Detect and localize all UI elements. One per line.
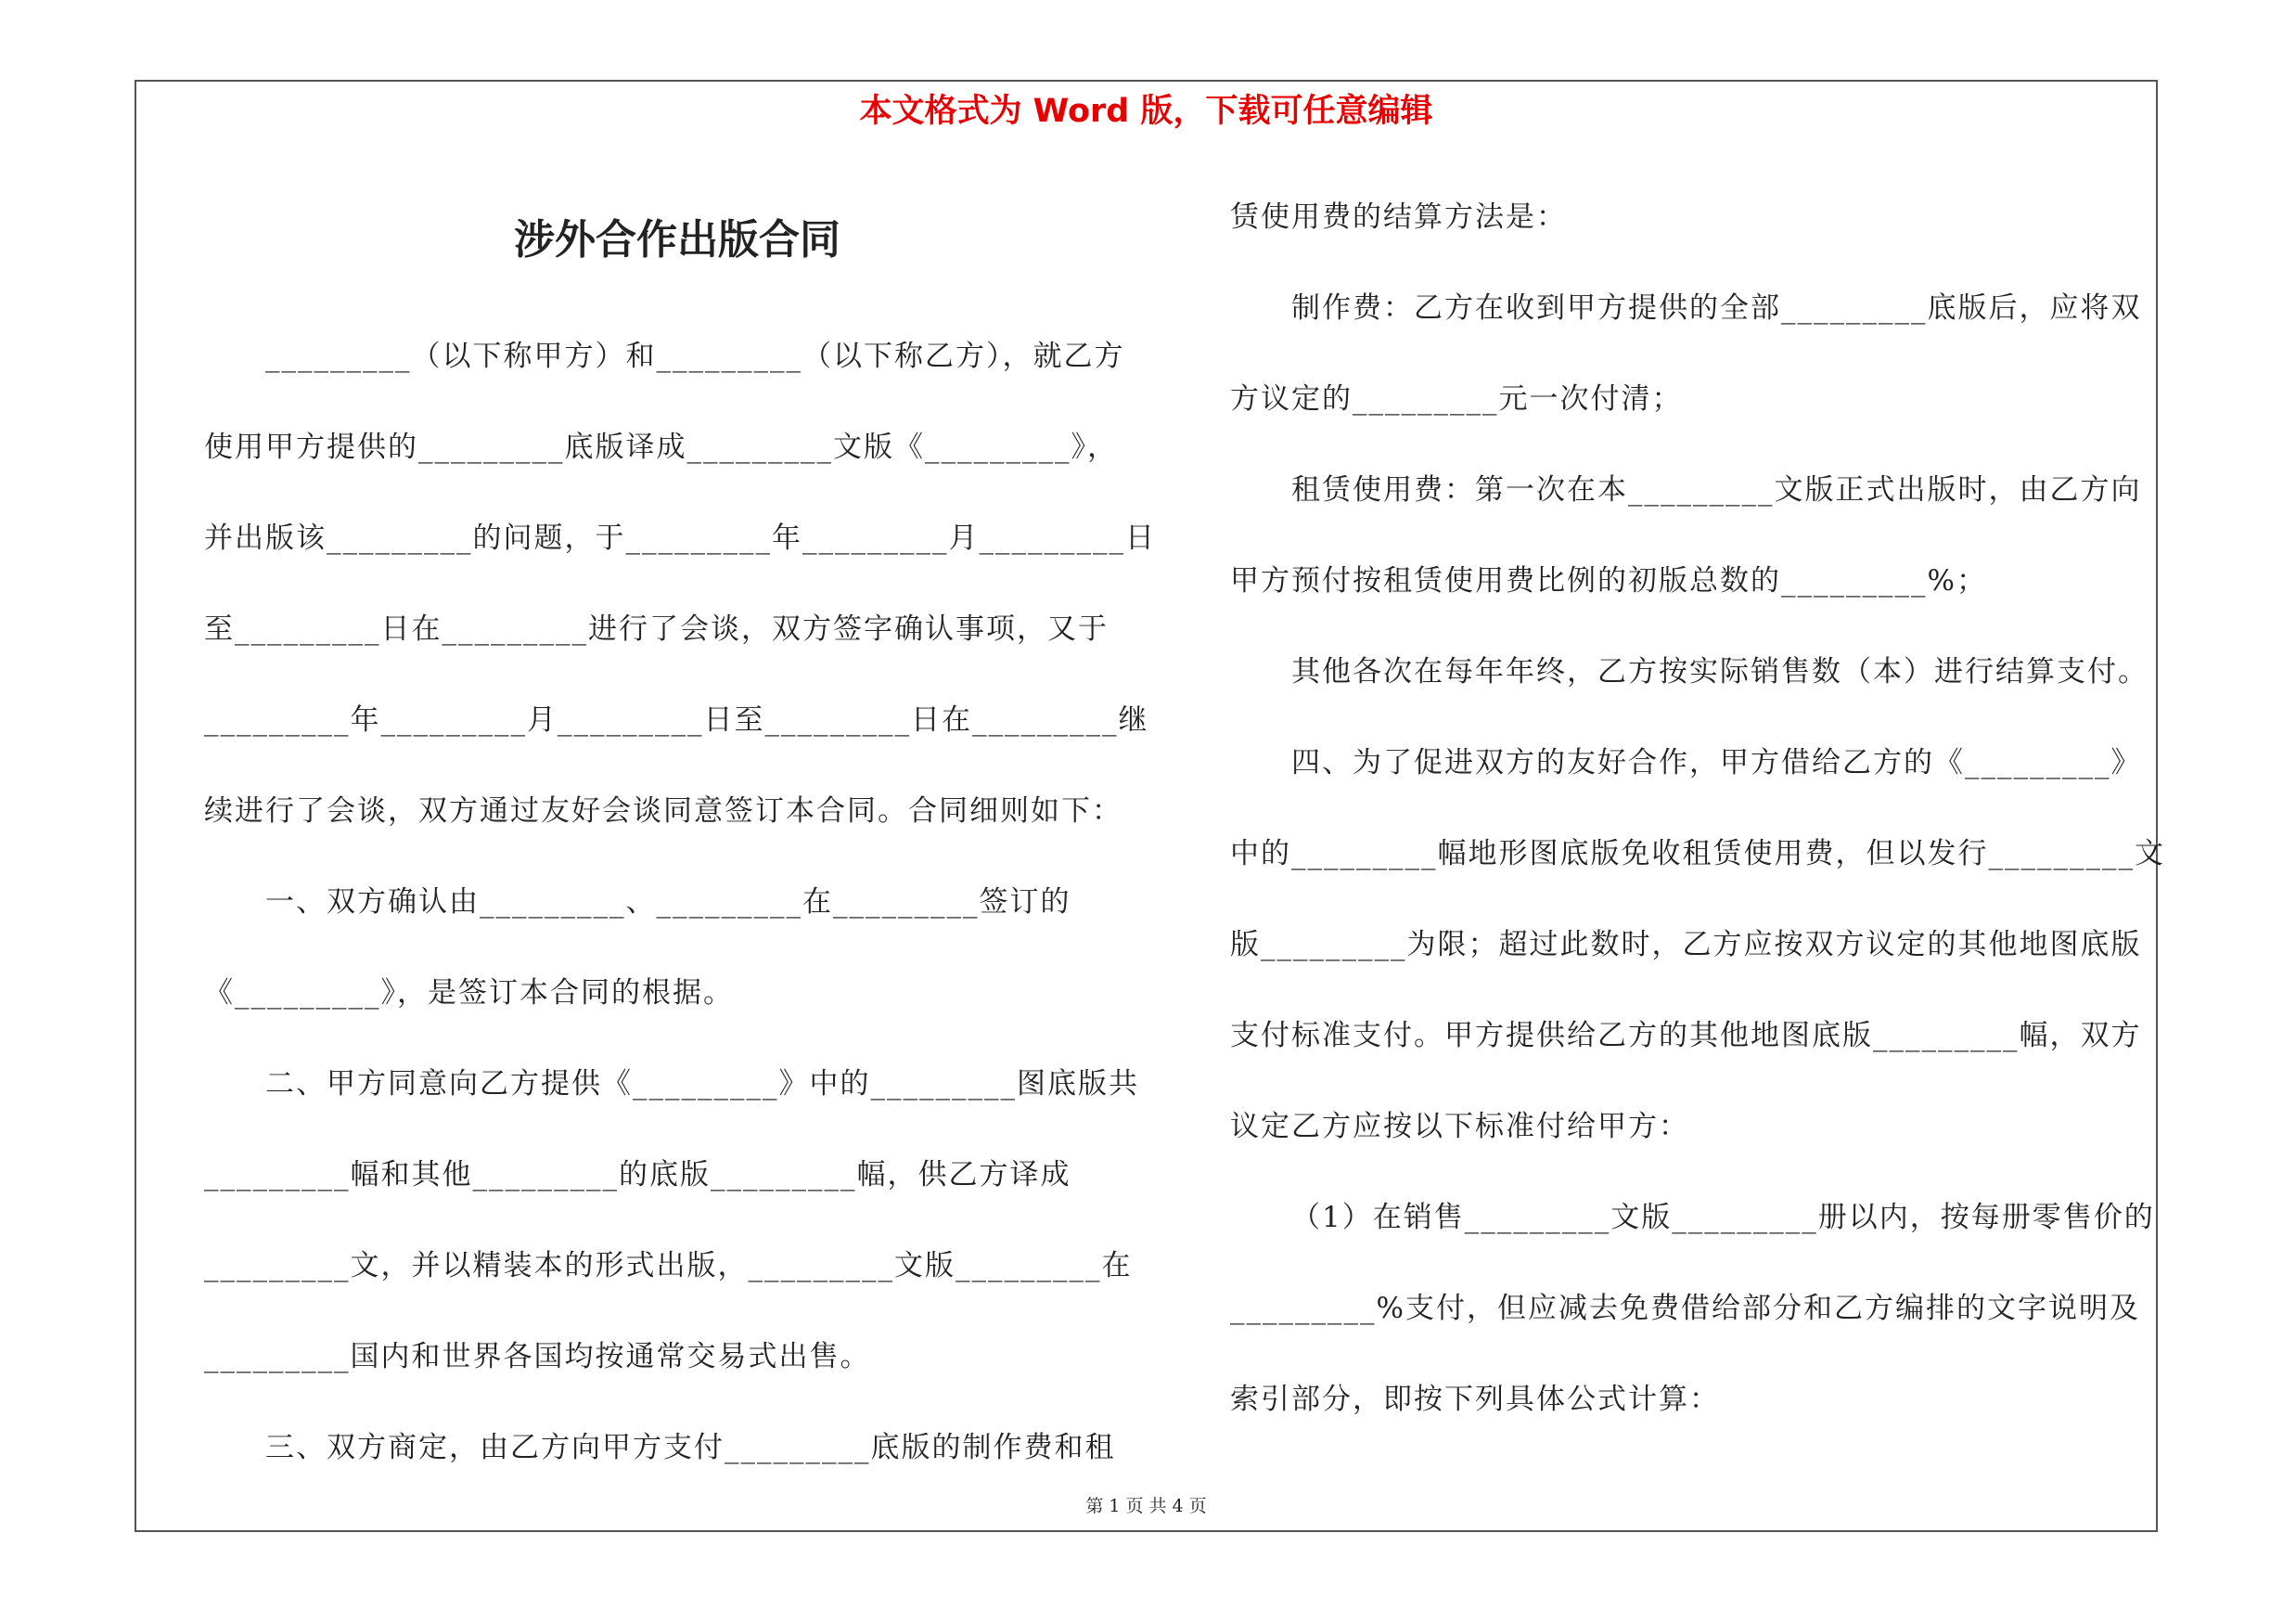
text-line: 租赁使用费：第一次在本_________文版正式出版时，由乙方向 [1291, 473, 2142, 507]
text-line: （1）在销售_________文版_________册以内，按每册零售价的 [1291, 1201, 2155, 1234]
text-line: _________幅和其他_________的底版_________幅，供乙方译成 [204, 1158, 1071, 1191]
text-line: 甲方预付按租赁使用费比例的初版总数的_________%； [1230, 564, 1987, 598]
text-line: _________%支付，但应减去免费借给部分和乙方编排的文字说明及 [1230, 1292, 2140, 1325]
text-line: _________国内和世界各国均按通常交易式出售。 [204, 1340, 871, 1373]
text-line: 四、为了促进双方的友好合作，甲方借给乙方的《_________》 [1291, 746, 2142, 779]
text-line: 议定乙方应按以下标准付给甲方： [1230, 1110, 1689, 1143]
text-line: 《_________》，是签订本合同的根据。 [204, 976, 734, 1010]
text-line: 二、甲方同意向乙方提供《_________》中的_________图底版共 [265, 1067, 1139, 1101]
text-line: 三、双方商定，由乙方向甲方支付_________底版的制作费和租 [265, 1431, 1116, 1464]
text-line: 至_________日在_________进行了会谈，双方签字确认事项，又于 [204, 612, 1109, 646]
text-line: _________年_________月_________日至_________日在_________继 [204, 703, 1149, 737]
text-line: 索引部分，即按下列具体公式计算： [1230, 1383, 1720, 1416]
text-line: 支付标准支付。甲方提供给乙方的其他地图底版_________幅，双方 [1230, 1019, 2142, 1052]
text-line: _________（以下称甲方）和_________（以下称乙方），就乙方 [265, 340, 1125, 373]
text-line: 使用甲方提供的_________底版译成_________文版《_________》， [204, 431, 1118, 464]
text-line: 续进行了会谈，双方通过友好会谈同意签订本合同。合同细则如下： [204, 794, 1122, 828]
document-title: 涉外合作出版合同 [514, 216, 840, 264]
text-line: 制作费：乙方在收到甲方提供的全部_________底版后，应将双 [1291, 291, 2142, 325]
text-line: 版_________为限；超过此数时，乙方应按双方议定的其他地图底版 [1230, 928, 2142, 961]
text-line: 其他各次在每年年终，乙方按实际销售数（本）进行结算支付。 [1291, 655, 2148, 689]
page-number-footer: 第 1 页 共 4 页 [1085, 1496, 1207, 1516]
text-line: 中的_________幅地形图底版免收租赁使用费，但以发行_________文 [1230, 837, 2165, 870]
text-line: 并出版该_________的问题，于_________年_________月_________日 [204, 522, 1156, 555]
text-line: 方议定的_________元一次付清； [1230, 382, 1683, 416]
text-line: _________文，并以精装本的形式出版，_________文版_________在 [204, 1249, 1133, 1282]
text-line: 赁使用费的结算方法是： [1230, 200, 1567, 234]
word-format-banner: 本文格式为 Word 版，下载可任意编辑 [859, 93, 1433, 130]
text-line: 一、双方确认由_________、_________在_________签订的 [265, 885, 1071, 919]
